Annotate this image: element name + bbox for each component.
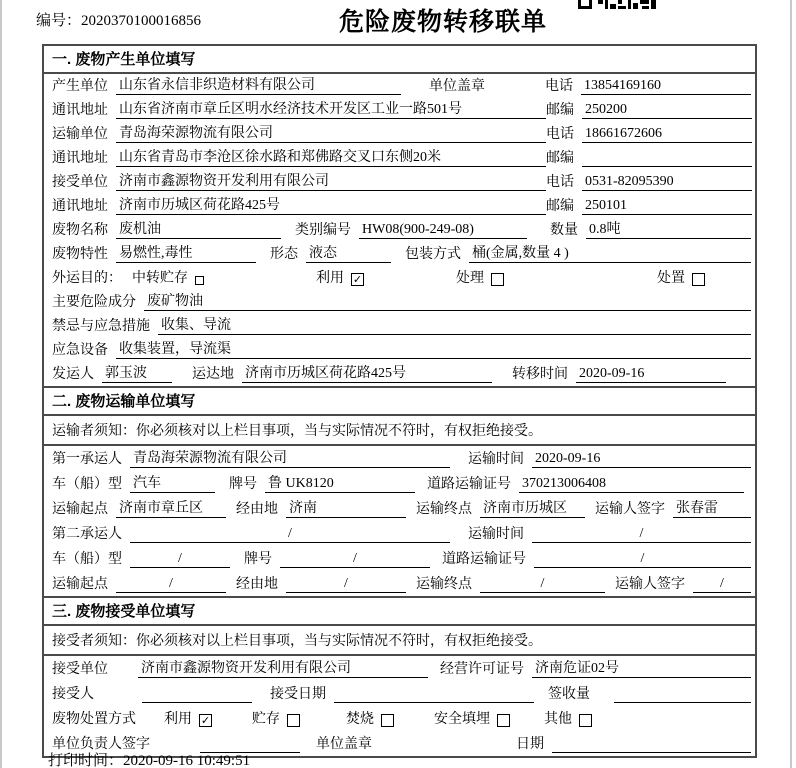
transfer-time-label: 转移时间 [512, 367, 568, 382]
receiver-row [44, 170, 755, 194]
vehicle1-label: 车（船）型 [52, 477, 122, 492]
unit-seal-label: 单位盖章 [316, 737, 372, 752]
other-checkbox [579, 714, 592, 727]
incinerate-label: 焚烧 [346, 712, 374, 727]
page-edge-right [790, 0, 792, 768]
origin2-label: 运输起点 [52, 577, 108, 592]
carrier2-row [44, 521, 755, 546]
waste-name-label: 废物名称 [52, 223, 108, 238]
receive-unit-row [44, 656, 755, 681]
license1-label: 道路运输证号 [427, 477, 511, 492]
vehicle2-value: / [130, 550, 230, 568]
section-producer [44, 46, 755, 386]
dispose-checkbox [692, 273, 705, 286]
receiver-address-label: 通讯地址 [52, 199, 108, 214]
end2-label: 运输终点 [416, 577, 472, 592]
producer-row [44, 74, 755, 98]
print-time-label: 打印时间： [48, 753, 124, 768]
destination-label: 运达地 [192, 367, 234, 382]
via2-label: 经由地 [236, 577, 278, 592]
receiver-zip-value: 250101 [582, 197, 752, 215]
via1-value: 济南 [286, 500, 406, 518]
treat-label: 处理 [456, 271, 484, 286]
section1-title: 一. 废物产生单位填写 [44, 46, 755, 74]
acceptor-row [44, 681, 755, 706]
vehicle2-label: 车（船）型 [52, 552, 122, 567]
acceptor-value [142, 686, 252, 703]
packing-label: 包装方式 [405, 247, 461, 262]
receiver-label: 接受单位 [52, 175, 108, 190]
carrier1-row [44, 446, 755, 471]
incinerate-checkbox [381, 714, 394, 727]
via1-label: 经由地 [236, 502, 278, 517]
print-time-value: 2020-09-16 10:49:51 [123, 753, 251, 768]
transporter-value: 青岛海荣源物流有限公司 [116, 125, 546, 143]
acceptor-label: 接受人 [52, 687, 94, 702]
section3-title: 三. 废物接受单位填写 [44, 598, 755, 626]
transport-time1-label: 运输时间 [468, 452, 524, 467]
license1-value: 370213006408 [519, 475, 744, 493]
treat-checkbox [491, 273, 504, 286]
receiver-address-value: 济南市历城区荷花路425号 [116, 197, 546, 215]
receiver-value: 济南市鑫源物资开发利用有限公司 [116, 173, 546, 191]
sign2-value: / [693, 575, 751, 593]
qr-code-fragment [578, 0, 656, 9]
taboo-row [44, 314, 755, 338]
transfer-time-value: 2020-09-16 [576, 365, 726, 383]
utilize-label: 利用 [164, 712, 192, 727]
via2-value: / [286, 575, 406, 593]
receiver-notice: 接受者须知：你必须核对以上栏目事项，当与实际情况不符时，有权拒绝接受。 [44, 626, 755, 656]
end1-value: 济南市历城区 [480, 500, 585, 518]
producer-address-value: 山东省济南市章丘区明水经济技术开发区工业一路501号 [116, 101, 546, 119]
license2-label: 道路运输证号 [442, 552, 526, 567]
transport-time2-value: / [532, 525, 751, 543]
transporter-phone-value: 18661672606 [582, 125, 752, 143]
route1-row [44, 496, 755, 521]
transporter-notice: 运输者须知：你必须核对以上栏目事项，当与实际情况不符时，有权拒绝接受。 [44, 416, 755, 446]
transporter-zip-label: 邮编 [546, 151, 574, 166]
disposal-row [44, 706, 755, 731]
waste-name-value: 废机油 [116, 221, 281, 239]
shipper-row [44, 362, 755, 386]
transporter-address-label: 通讯地址 [52, 151, 108, 166]
accept-date-value [334, 686, 534, 703]
waste-traits-label: 废物特性 [52, 247, 108, 262]
license2-value: / [534, 550, 751, 568]
category-code-label: 类别编号 [295, 223, 351, 238]
store-label: 贮存 [252, 712, 280, 727]
packing-value: 桶(金属,数量 4 ) [469, 245, 751, 263]
section-transporter [44, 386, 755, 596]
manifest-form [42, 44, 757, 758]
transporter-phone-label: 电话 [546, 127, 574, 142]
date-value [552, 736, 751, 753]
plate2-label: 牌号 [244, 552, 272, 567]
carrier1-label: 第一承运人 [52, 452, 122, 467]
category-code-value: HW08(900-249-08) [359, 221, 527, 239]
company-seal-label: 单位盖章 [429, 79, 485, 94]
receiver-phone-label: 电话 [546, 175, 574, 190]
producer-zip-value: 250200 [582, 101, 752, 119]
shipper-label: 发运人 [52, 367, 94, 382]
receive-unit-value: 济南市鑫源物资开发利用有限公司 [138, 660, 428, 678]
equipment-value: 收集装置，导流渠 [116, 341, 751, 359]
landfill-checkbox [497, 714, 510, 727]
quantity-label: 数量 [550, 223, 578, 238]
doc-number-value: 2020370100016856 [81, 13, 202, 29]
permit-label: 经营许可证号 [440, 662, 524, 677]
use-checkbox: ✓ [352, 273, 363, 286]
utilize-checkbox: ✓ [200, 714, 211, 727]
transfer-storage-checkbox [195, 276, 204, 285]
purpose-row [44, 266, 755, 290]
receiver-zip-label: 邮编 [546, 199, 574, 214]
producer-phone-label: 电话 [545, 79, 573, 94]
origin1-value: 济南市章丘区 [116, 500, 226, 518]
landfill-label: 安全填埋 [434, 712, 490, 727]
date-label: 日期 [516, 737, 544, 752]
origin2-value: / [116, 575, 226, 593]
plate2-value: / [280, 550, 430, 568]
receive-unit-label: 接受单位 [52, 662, 108, 677]
waste-form-value: 液态 [306, 245, 391, 263]
producer-value: 山东省永信非织造材料有限公司 [116, 77, 401, 95]
producer-zip-label: 邮编 [546, 103, 574, 118]
sign1-value: 张春雷 [673, 500, 751, 518]
carrier2-label: 第二承运人 [52, 527, 122, 542]
permit-value: 济南危证02号 [532, 660, 751, 678]
origin1-label: 运输起点 [52, 502, 108, 517]
plate1-value: 鲁 UK8120 [265, 475, 415, 493]
producer-address-label: 通讯地址 [52, 103, 108, 118]
waste-name-row [44, 218, 755, 242]
receiver-phone-value: 0531-82095390 [582, 173, 752, 191]
plate1-label: 牌号 [229, 477, 257, 492]
transport-time2-label: 运输时间 [468, 527, 524, 542]
received-qty-value [614, 686, 751, 703]
hazard-value: 废矿物油 [144, 293, 751, 311]
section-receiver [44, 596, 755, 756]
dispose-label: 处置 [657, 271, 685, 286]
carrier2-value: / [130, 525, 450, 543]
sign2-label: 运输人签字 [615, 577, 685, 592]
doc-number-label: 编号： [36, 13, 82, 29]
waste-form-label: 形态 [270, 247, 298, 262]
receiver-address-row [44, 194, 755, 218]
waste-traits-row [44, 242, 755, 266]
vehicle1-row [44, 471, 755, 496]
section2-title: 二. 废物运输单位填写 [44, 388, 755, 416]
other-label: 其他 [544, 712, 572, 727]
carrier1-value: 青岛海荣源物流有限公司 [130, 450, 450, 468]
purpose-label: 外运目的： [52, 271, 122, 286]
page-title: 危险废物转移联单 [338, 8, 547, 36]
disposal-label: 废物处置方式 [52, 712, 136, 727]
quantity-value: 0.8吨 [586, 221, 751, 239]
transfer-storage-label: 中转贮存 [132, 271, 188, 286]
waste-traits-value: 易燃性,毒性 [116, 245, 256, 263]
producer-label: 产生单位 [52, 79, 108, 94]
vehicle2-row [44, 546, 755, 571]
transport-time1-value: 2020-09-16 [532, 450, 751, 468]
destination-value: 济南市历城区荷花路425号 [242, 365, 492, 383]
producer-address-row [44, 98, 755, 122]
transporter-address-row [44, 146, 755, 170]
hazard-label: 主要危险成分 [52, 295, 136, 310]
route2-row [44, 571, 755, 596]
use-label: 利用 [316, 271, 344, 286]
accept-date-label: 接受日期 [270, 687, 326, 702]
page-edge-left [0, 0, 2, 768]
end1-label: 运输终点 [416, 502, 472, 517]
equipment-row [44, 338, 755, 362]
transporter-address-value: 山东省青岛市李沧区徐水路和郑佛路交叉口东侧20米 [116, 149, 546, 167]
shipper-value: 郭玉波 [102, 365, 172, 383]
sign1-label: 运输人签字 [595, 502, 665, 517]
taboo-label: 禁忌与应急措施 [52, 319, 150, 334]
transporter-zip-value [582, 150, 752, 167]
received-qty-label: 签收量 [548, 687, 590, 702]
vehicle1-value: 汽车 [130, 475, 215, 493]
hazard-row [44, 290, 755, 314]
manager-sign-label: 单位负责人签字 [52, 737, 150, 752]
taboo-value: 收集、导流 [158, 317, 751, 335]
print-time [48, 749, 250, 768]
end2-value: / [480, 575, 605, 593]
transporter-label: 运输单位 [52, 127, 108, 142]
equipment-label: 应急设备 [52, 343, 108, 358]
store-checkbox [287, 714, 300, 727]
producer-phone-value: 13854169160 [581, 77, 751, 95]
transporter-row [44, 122, 755, 146]
